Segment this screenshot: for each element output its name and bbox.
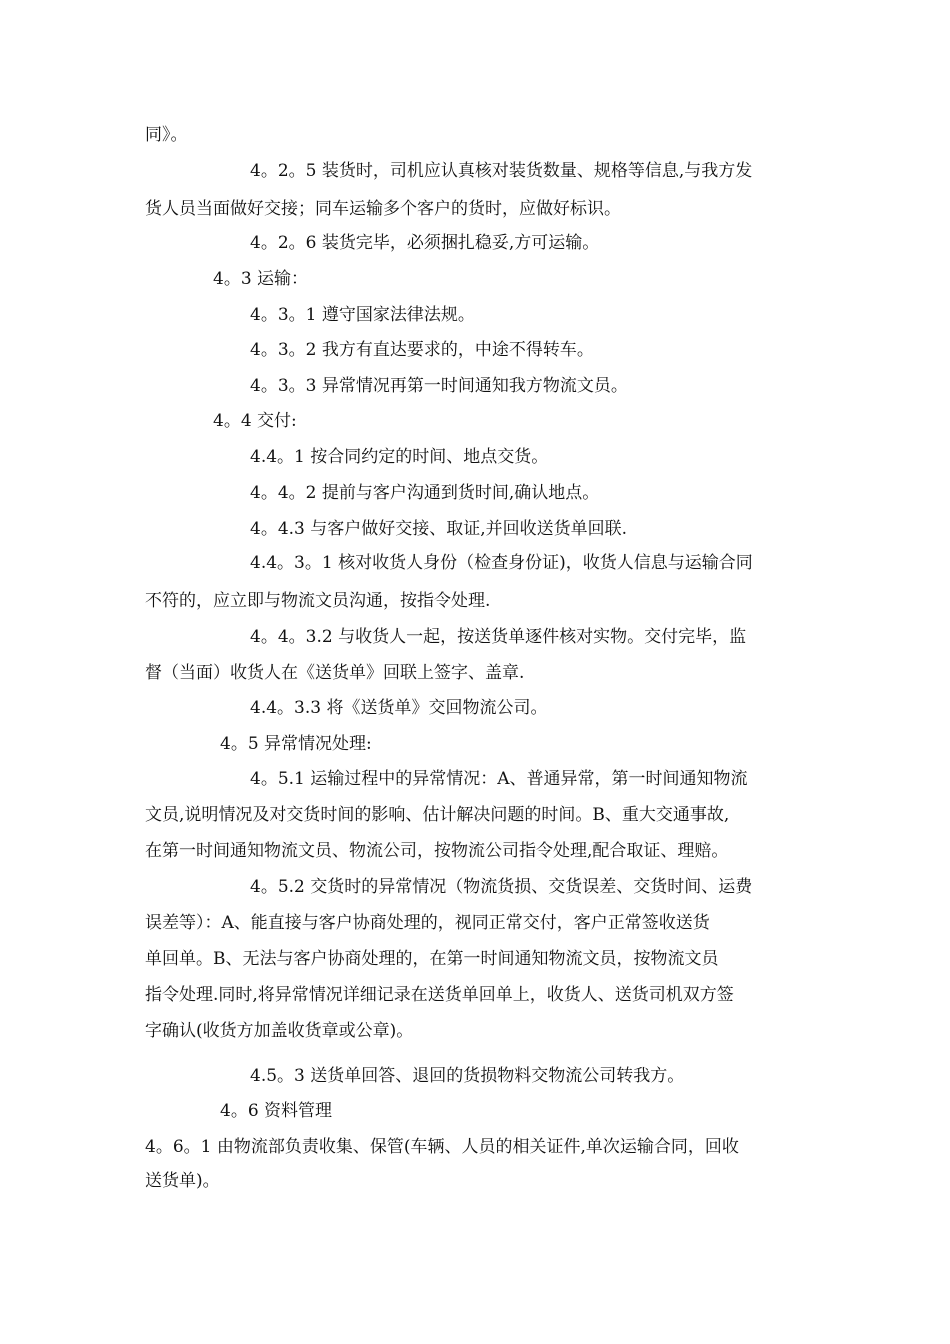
section-heading: 4。6 资料管理 (220, 1101, 333, 1121)
text-line: 送货单)。 (145, 1171, 220, 1191)
text-line: 同》。 (145, 125, 188, 145)
text-line: 4。4.3 与客户做好交接、取证,并回收送货单回联. (250, 519, 628, 539)
text-line: 文员,说明情况及对交货时间的影响、估计解决问题的时间。B、重大交通事故, (145, 805, 730, 825)
text-line: 字确认(收货方加盖收货章或公章)。 (145, 1021, 414, 1041)
section-heading: 4。3 运输： (213, 269, 309, 289)
text-line: 4。5.1 运输过程中的异常情况：A、普通异常，第一时间通知物流 (250, 769, 748, 789)
text-line: 4。6。1 由物流部负责收集、保管(车辆、人员的相关证件,单次运输合同，回收 (145, 1137, 739, 1157)
text-line: 4。3。1 遵守国家法律法规。 (250, 305, 475, 325)
text-line: 4。2。5 装货时，司机应认真核对装货数量、规格等信息,与我方发 (250, 161, 753, 181)
text-line: 4.5。3 送货单回答、退回的货损物料交物流公司转我方。 (250, 1066, 685, 1086)
section-heading: 4。5 异常情况处理: (220, 734, 372, 754)
text-line: 4。4。2 提前与客户沟通到货时间,确认地点。 (250, 483, 600, 503)
text-line: 4。3。2 我方有直达要求的，中途不得转车。 (250, 340, 594, 360)
text-line: 指令处理.同时,将异常情况详细记录在送货单回单上，收货人、送货司机双方签 (145, 985, 734, 1005)
text-line: 单回单。B、无法与客户协商处理的，在第一时间通知物流文员，按物流文员 (145, 949, 719, 969)
text-line: 4.4。3.3 将《送货单》交回物流公司。 (250, 698, 548, 718)
text-line: 4.4。3。1 核对收货人身份（检查身份证)，收货人信息与运输合同 (250, 553, 753, 573)
text-line: 在第一时间通知物流文员、物流公司，按物流公司指令处理,配合取证、理赔。 (145, 841, 729, 861)
text-line: 4。5.2 交货时的异常情况（物流货损、交货误差、交货时间、运费 (250, 877, 753, 897)
text-line: 货人员当面做好交接；同车运输多个客户的货时，应做好标识。 (145, 199, 621, 219)
section-heading: 4。4 交付: (213, 411, 297, 431)
text-line: 4.4。1 按合同约定的时间、地点交货。 (250, 447, 549, 467)
text-line: 4。2。6 装货完毕，必须捆扎稳妥,方可运输。 (250, 233, 600, 253)
text-line: 4。3。3 异常情况再第一时间通知我方物流文员。 (250, 376, 628, 396)
text-line: 不符的，应立即与物流文员沟通，按指令处理. (145, 591, 491, 611)
text-line: 4。4。3.2 与收货人一起，按送货单逐件核对实物。交付完毕，监 (250, 627, 747, 647)
text-line: 误差等）：A、能直接与客户协商处理的，视同正常交付，客户正常签收送货 (145, 913, 710, 933)
text-line: 督（当面）收货人在《送货单》回联上签字、盖章. (145, 663, 525, 683)
